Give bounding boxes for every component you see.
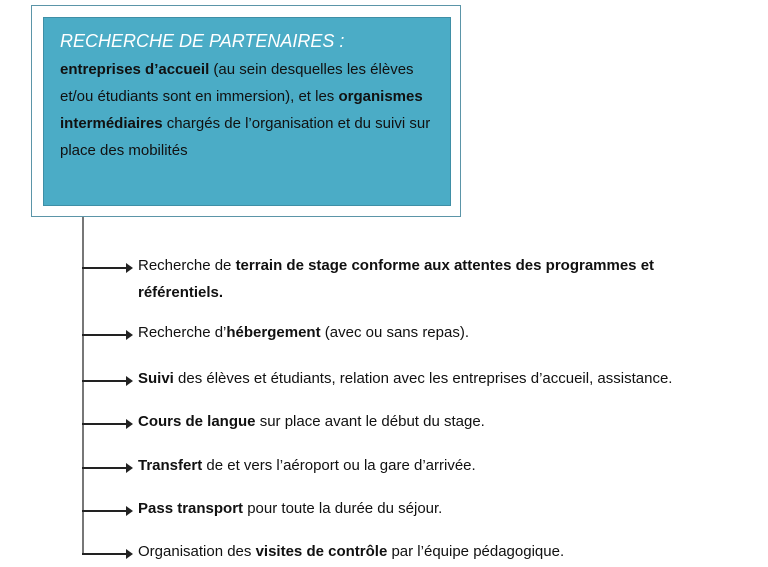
list-item <box>82 543 738 565</box>
arrow-right-icon <box>82 328 134 342</box>
list-item <box>82 413 738 435</box>
box-description <box>60 56 450 164</box>
text-segment: par l’équipe pédagogique. <box>387 543 565 560</box>
list-item <box>82 370 738 392</box>
list-item <box>82 324 738 346</box>
text-segment: pour toute la durée du séjour. <box>243 500 443 517</box>
arrow-right-icon <box>82 374 134 388</box>
partner-search-box <box>43 17 451 206</box>
text-segment: (avec ou sans repas). <box>320 324 469 341</box>
text-segment: sur place avant le début du stage. <box>255 413 485 430</box>
item-text <box>138 495 738 522</box>
text-segment: Recherche d’ <box>138 324 227 341</box>
text-segment: entreprises d’accueil <box>60 61 210 78</box>
text-segment: chargés de l’organisation et du suivi sur place des mobilités <box>60 115 431 159</box>
arrow-right-icon <box>82 417 134 431</box>
text-segment: Cours de langue <box>138 413 256 430</box>
list-item <box>82 457 738 479</box>
text-segment: des élèves et étudiants, relation avec les entreprises d’accueil, assistance. <box>173 370 673 387</box>
arrow-right-icon <box>82 261 134 275</box>
arrow-right-icon <box>82 504 134 518</box>
item-text <box>138 538 738 565</box>
text-segment: terrain de stage conforme aux attentes des programmes et référentiels. <box>138 257 655 301</box>
arrow-right-icon <box>82 547 134 561</box>
item-text <box>138 252 738 306</box>
text-segment: hébergement <box>226 324 321 341</box>
arrow-right-icon <box>82 461 134 475</box>
text-segment: Recherche de <box>138 257 236 274</box>
list-item <box>82 500 738 522</box>
text-segment: Transfert <box>138 457 203 474</box>
text-segment: organismes intermédiaires <box>60 88 423 132</box>
item-text <box>138 365 738 392</box>
text-segment: (au sein desquelles les élèves et/ou étudiants sont en immersion), et les <box>60 61 414 105</box>
item-text <box>138 452 738 479</box>
box-title: RECHERCHE DE PARTENAIRES : <box>60 31 345 51</box>
text-segment: Pass transport <box>138 500 244 517</box>
text-segment: de et vers l’aéroport ou la gare d’arrivée. <box>202 457 476 474</box>
text-segment: Organisation des <box>138 543 256 560</box>
text-segment: Suivi <box>138 370 174 387</box>
item-text <box>138 319 738 346</box>
text-segment: visites de contrôle <box>255 543 388 560</box>
item-text <box>138 408 738 435</box>
list-item <box>82 257 738 306</box>
